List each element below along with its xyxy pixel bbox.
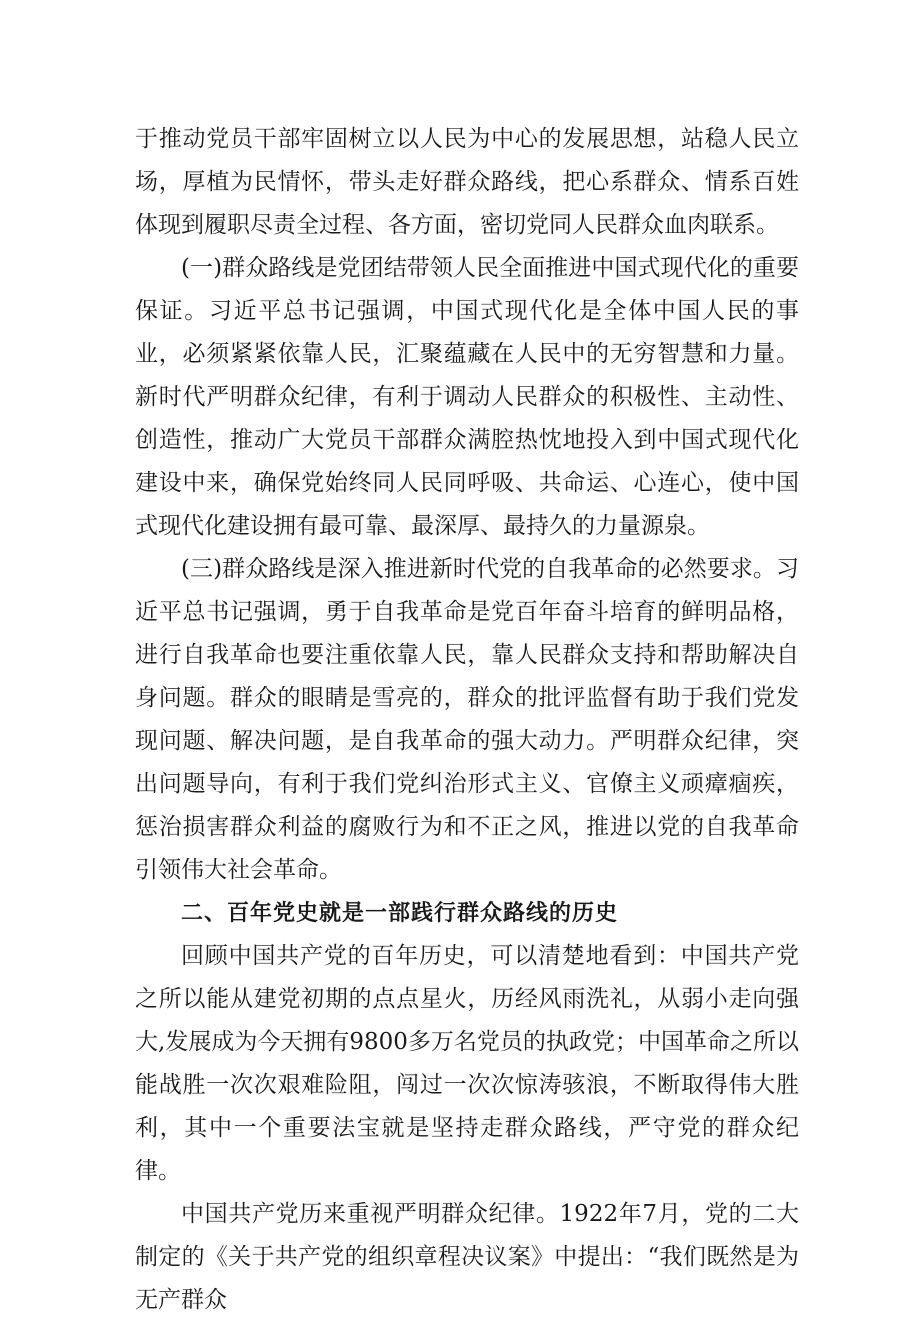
document-body [135,118,799,1322]
paragraph-history-review: 回顾中国共产党的百年历史，可以清楚地看到：中国共产党之所以能从建党初期的点点星火，历经风雨洗礼，从弱小走向强大,发展成为今天拥有9800多万名党员的执政党；中国革命之所以能战胜一次次艰难险阻，闯过一次次惊涛骇浪，不断取得伟大胜利，其中一个重要法宝就是坚持走群众路线，严守党的群众纪律。 [135,943,799,1184]
section-heading: 二、百年党史就是一部践行群众路线的历史 [181,901,619,926]
paragraph-section-three: (三)群众路线是深入推进新时代党的自我革命的必然要求。习近平总书记强调，勇于自我革命是党百年奋斗培育的鲜明品格，进行自我革命也要注重依靠人民，靠人民群众支持和帮助解决自身问题。群众的眼睛是雪亮的，群众的批评监督有助于我们党发现问题、解决问题，是自我革命的强大动力。严明群众纪律，突出问题导向，有利于我们党纠治形式主义、官僚主义顽瘴痼疾，惩治损害群众利益的腐败行为和不正之风，推进以党的自我革命引领伟大社会革命。 [135,556,799,883]
paragraph-discipline-history: 中国共产党历来重视严明群众纪律。1922年7月，党的二大制定的《关于共产党的组织章程决议案》中提出：“我们既然是为无产群众 [135,1201,799,1313]
paragraph-section-one: (一)群众路线是党团结带领人民全面推进中国式现代化的重要保证。习近平总书记强调，中国式现代化是全体中国人民的事业，必须紧紧依靠人民，汇聚蕴藏在人民中的无穷智慧和力量。新时代严明群众纪律，有利于调动人民群众的积极性、主动性、创造性，推动广大党员干部群众满腔热忱地投入到中国式现代化建设中来，确保党始终同人民同呼吸、共命运、心连心，使中国式现代化建设拥有最可靠、最深厚、最持久的力量源泉。 [135,255,799,539]
paragraph-continuation: 于推动党员干部牢固树立以人民为中心的发展思想，站稳人民立场，厚植为民情怀，带头走好群众路线，把心系群众、情系百姓体现到履职尽责全过程、各方面，密切党同人民群众血肉联系。 [135,126,799,238]
